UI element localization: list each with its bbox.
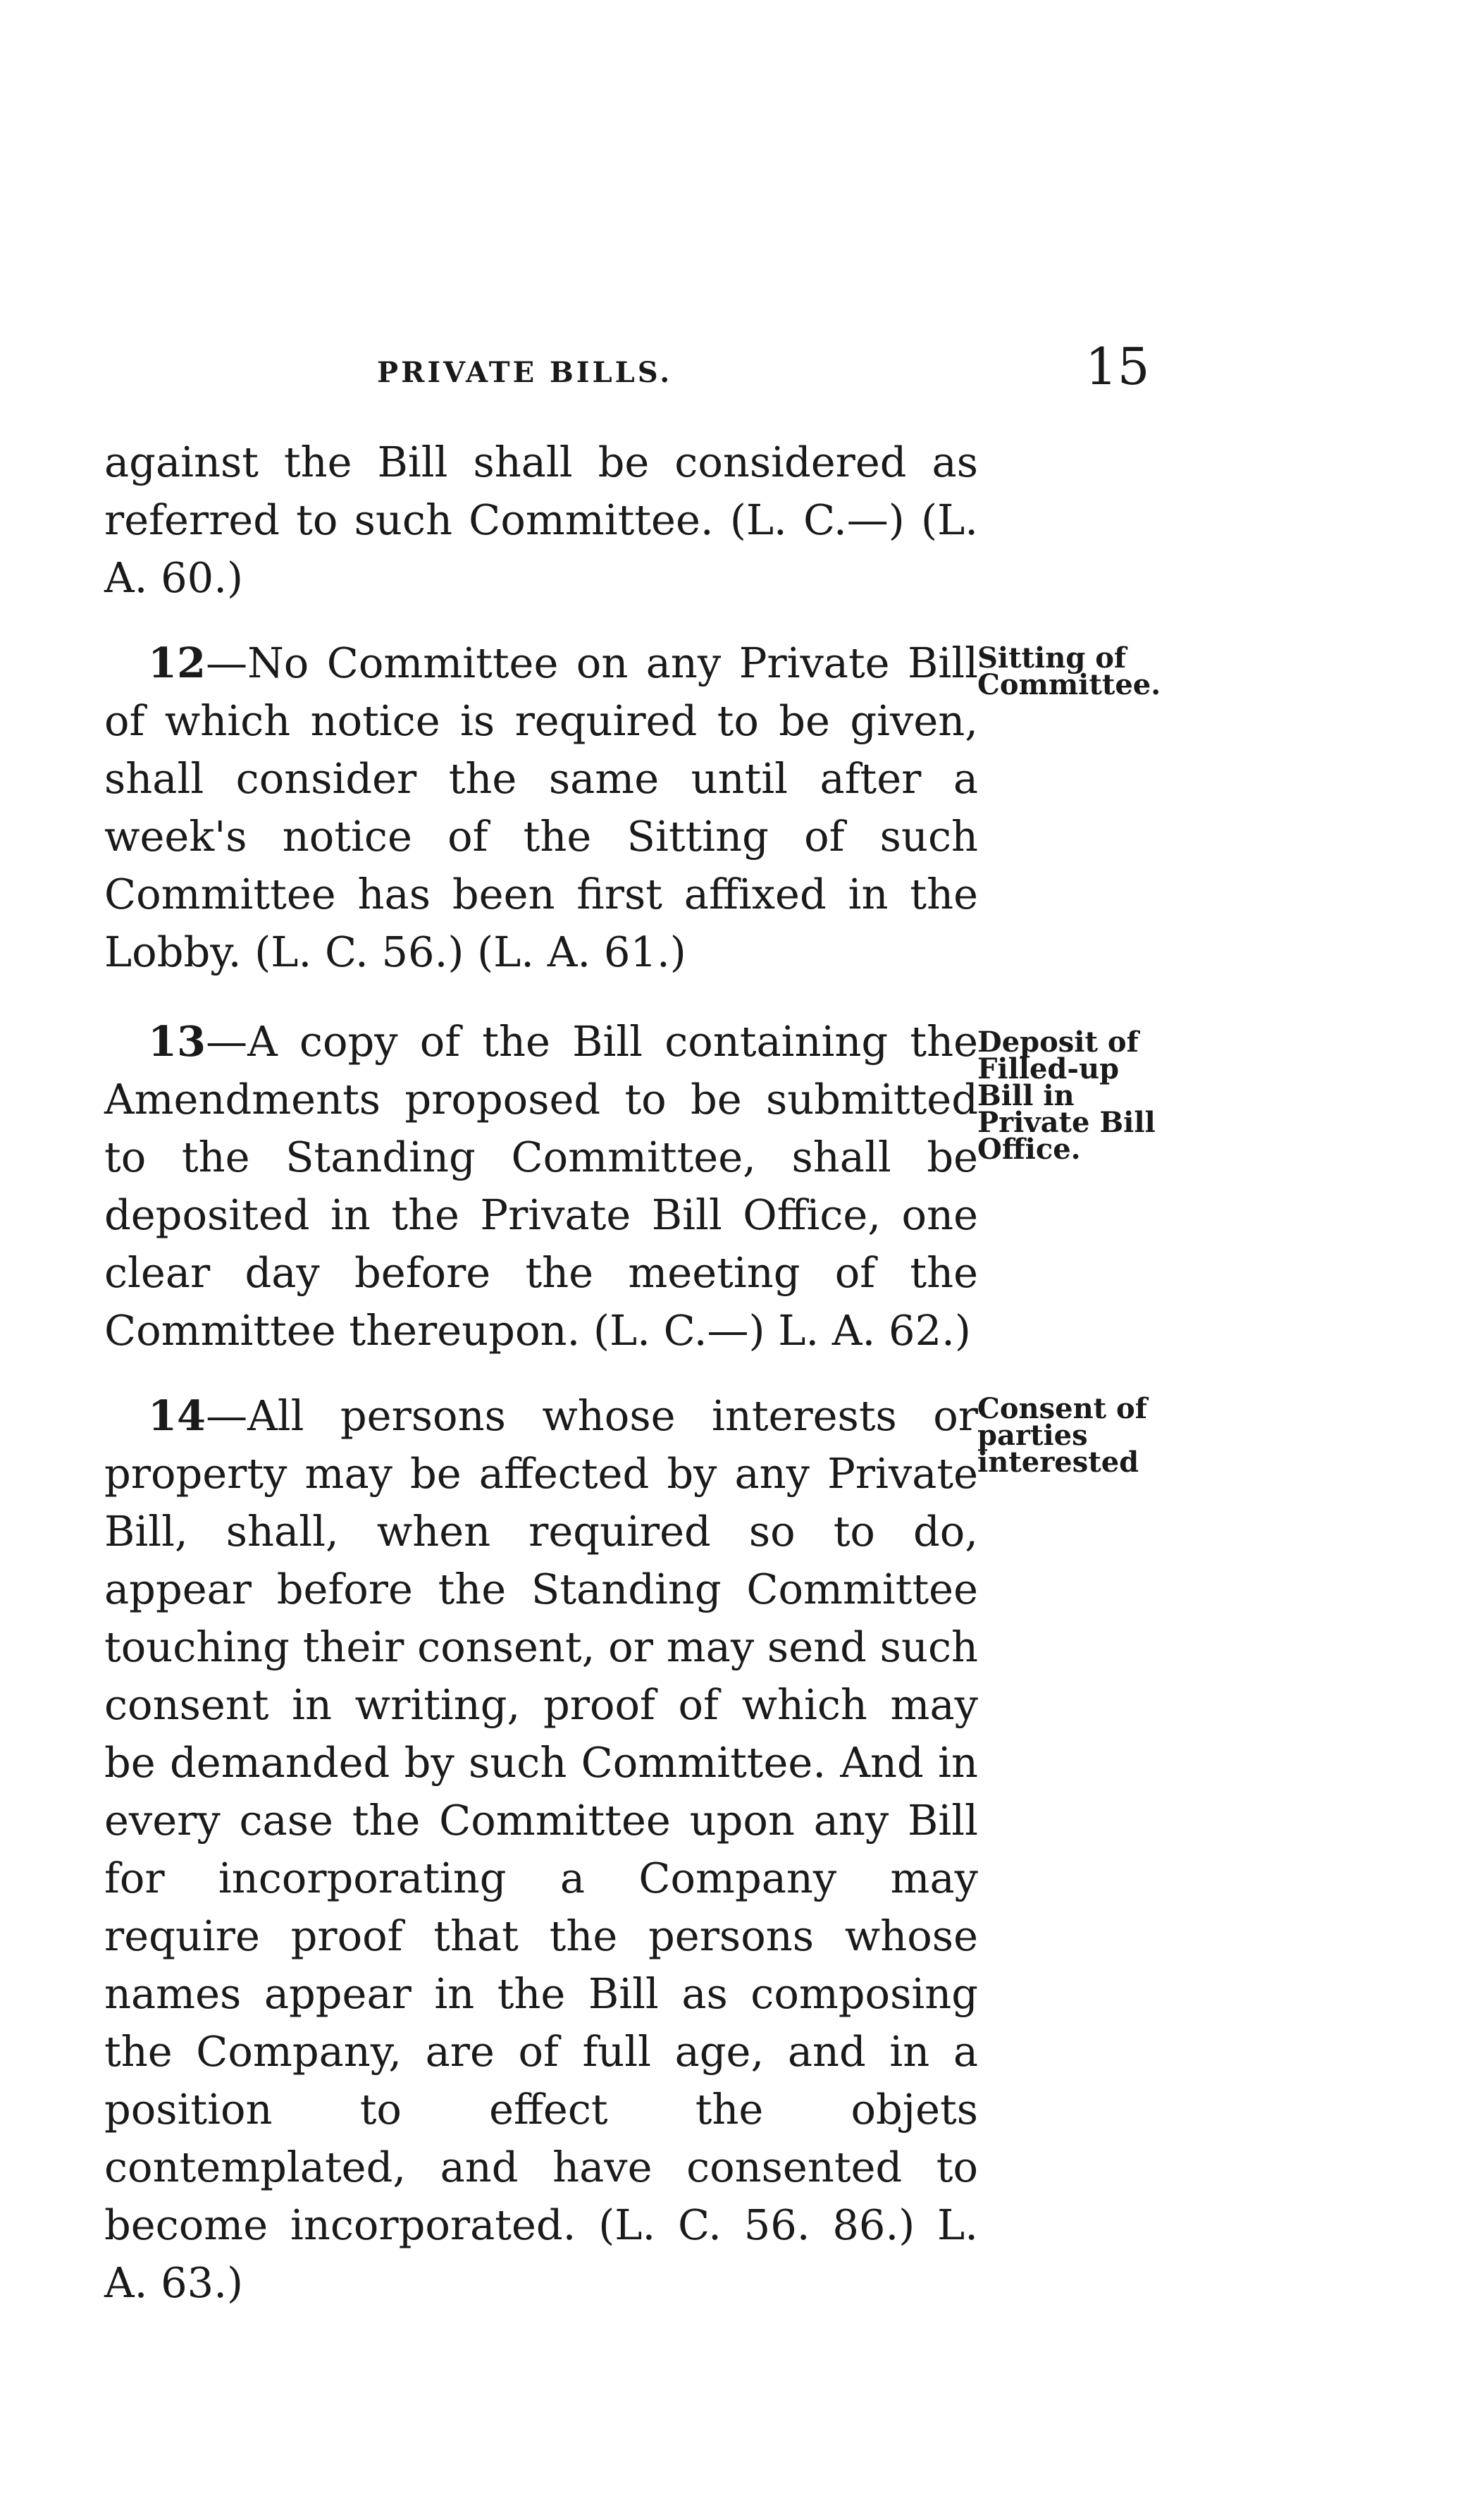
- paragraph-rule-12: [104, 634, 978, 981]
- rule-number-13: 13: [148, 1017, 206, 1066]
- rule-text-12: —No Committee on any Private Bill of which notice is required to be given, shall consider the same until after a week's notice of the Sitting of such Committee has been first affixed in the Lobby. (L. C. 56.) (L. A. 61.): [104, 639, 978, 976]
- running-head: PRIVATE BILLS.: [377, 356, 673, 389]
- margin-note-deposit-of-bill: Deposit of Filled-up Bill in Private Bill Office.: [977, 1026, 1156, 1166]
- rule-text-13: —A copy of the Bill containing the Amendments proposed to be submitted to the Standing Committee, shall be deposited in the Private Bill Office, one clear day before the meeting of the Committee thereupon. (L. C.—) L. A. 62.): [104, 1017, 978, 1355]
- paragraph-rule-14: [104, 1387, 978, 2312]
- rule-number-12: 12: [148, 639, 206, 687]
- paragraph-continuation: against the Bill shall be considered as referred to such Committee. (L. C.—) (L. A. 60.): [104, 438, 978, 602]
- rule-text-14: —All persons whose interests or property may be affected by any Private Bill, shall, when required so to do, appear before the Standing Committee touching their consent, or may send such consent in writing, proof of which may be demanded by such Committee. And in every case the Committee upon any Bill for incorporating a Company may require proof that the persons whose names appear in the Bill as composing the Company, are of full age, and in a position to effect the objets contemplated, and have consented to become incorporated. (L. C. 56. 86.) L. A. 63.): [104, 1391, 978, 2307]
- paragraph-rule-13: [104, 1013, 978, 1360]
- margin-note-consent-of-parties: Consent of parties interested: [977, 1392, 1147, 1479]
- rule-number-14: 14: [148, 1391, 206, 1440]
- page-number: 15: [1085, 337, 1150, 396]
- margin-note-sitting-of-committee: Sitting of Committee.: [977, 641, 1161, 701]
